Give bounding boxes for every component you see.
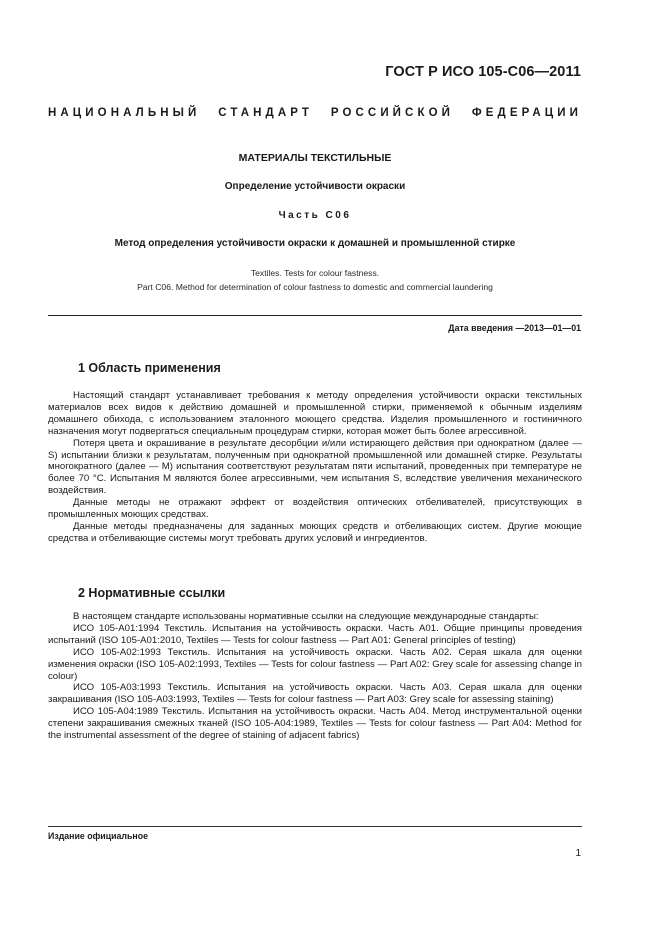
footer-divider [48, 826, 582, 827]
national-standard-banner: НАЦИОНАЛЬНЫЙ СТАНДАРТ РОССИЙСКОЙ ФЕДЕРАЦИИ [48, 107, 582, 119]
section-1-heading: 1 Область применения [78, 361, 221, 375]
section-2-paragraph: В настоящем стандарте использованы нормативные ссылки на следующие международные стандарты: [73, 611, 539, 622]
page-number: 1 [575, 848, 581, 859]
english-title-line-1: Textiles. Tests for colour fastness. [250, 268, 380, 278]
section-2-body [48, 611, 582, 742]
introduction-date: Дата введения —2013—01—01 [448, 323, 581, 333]
document-code: ГОСТ Р ИСО 105-С06—2011 [385, 64, 581, 80]
title-sub: Определение устойчивости окраски [224, 181, 406, 192]
english-title-line-2: Part C06. Method for determination of colour fastness to domestic and commercial laundering [137, 282, 493, 292]
section-1-body [48, 390, 582, 545]
title-method: Метод определения устойчивости окраски к домашней и промышленной стирке [114, 238, 516, 249]
section-1-paragraph: Настоящий стандарт устанавливает требования к методу определения устойчивости окраски текстильных материалов всех видов к действию домашней и промышленной стирки, применяемой к обычным изделиям домашнего обихода, с использованием эталонного моющего средства. Изделия промышленного и гостиничного назначения могут подвергаться специальным процедурам стирки, которая может быть более агрессивной. [48, 390, 582, 437]
section-2-paragraph: ИСО 105-А02:1993 Текстиль. Испытания на устойчивость окраски. Часть А02. Серая шкала для оценки изменения окраски (ISO 105-A02:1993, Textiles — Tests for colour fastness — Part A02: Grey scale for assessing change in colour) [48, 646, 582, 682]
section-2-paragraph: ИСО 105-А03:1993 Текстиль. Испытания на устойчивость окраски. Часть А03. Серая шкала для оценки закрашивания (ISO 105-A03:1993, Textiles — Tests for colour fastness — Part A03: Grey scale for assessing staining) [48, 682, 582, 706]
section-2-paragraph: ИСО 105-А01:1994 Текстиль. Испытания на устойчивость окраски. Часть А01. Общие принципы проведения испытаний (ISO 105-A01:2010, Textiles — Tests for colour fastness — Part A01: General principles of testing) [48, 622, 582, 646]
section-1-paragraph: Данные методы предназначены для заданных моющих средств и отбеливающих систем. Другие моющие средства и отбеливающие системы могут требовать других условий и ингредиентов. [48, 520, 582, 544]
section-2-heading: 2 Нормативные ссылки [78, 586, 226, 600]
section-1-paragraph: Потеря цвета и окрашивание в результате десорбции и/или истирающего действия при однократном (далее — S) испытании близки к результатам, полученным при однократной промышленной или домашней стирке. Результаты многократного (далее — M) испытания соответствуют результатам пяти испытаний, проведенных при температуре не более 70 °С. Испытания М являются более агрессивными, чем испытания S, вследствие увеличения механического воздействия. [48, 437, 582, 497]
section-2-paragraph: ИСО 105-А04:1989 Текстиль. Испытания на устойчивость окраски. Часть А04. Метод инструментальной оценки степени закрашивания смежных тканей (ISO 105-A04:1989, Textiles — Tests for colour fastness — Part A04: Method for the instrumental assessment of the degree of staining of adjacent fabrics) [48, 706, 582, 742]
title-part: Часть С06 [278, 210, 352, 221]
title-main: МАТЕРИАЛЫ ТЕКСТИЛЬНЫЕ [238, 152, 392, 164]
edition-label: Издание официальное [48, 831, 148, 841]
section-1-paragraph: Данные методы не отражают эффект от воздействия оптических отбеливателей, присутствующих в промышленных моющих средствах. [48, 497, 582, 521]
header-divider [48, 315, 582, 316]
